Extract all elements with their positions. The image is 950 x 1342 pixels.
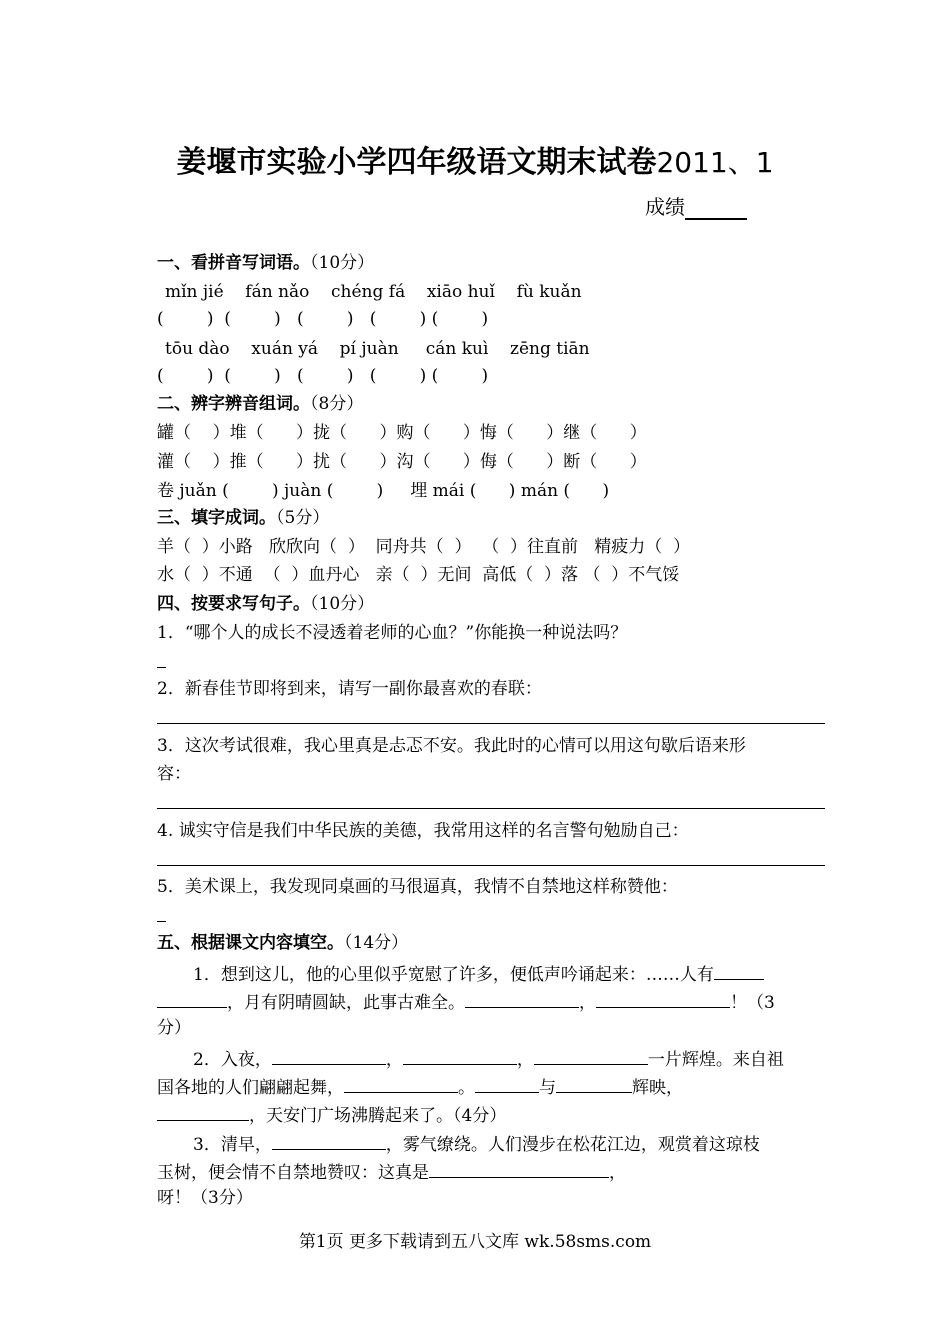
page-footer: 第1页 更多下载请到五八文库 wk.58sms.com <box>298 1232 652 1252</box>
title-text: 姜堰市实验小学四年级语文期末试卷 <box>176 145 657 180</box>
question-4-5: 5．美术课上，我发现同桌画的马很逼真，我情不自禁地这样称赞他： <box>157 877 678 897</box>
q5-2-line-1: 2．入夜， ， ， 一片辉煌。来自祖 <box>193 1046 784 1071</box>
q5-3-line-3: 呀！（3分） <box>157 1188 253 1208</box>
section-2-heading: 二、辨字辨音组词。（8分） <box>157 394 364 414</box>
blank[interactable] <box>344 1074 458 1093</box>
blank[interactable] <box>465 989 579 1008</box>
blank[interactable] <box>272 1131 386 1150</box>
pinyin-row-2: tōu dào xuán yá pí juàn cán kuì zēng tiān <box>165 339 590 359</box>
answer-row-1[interactable]: ( ) ( ) ( ) ( ) ( ) <box>157 309 489 329</box>
answer-row-2[interactable]: ( ) ( ) ( ) ( ) ( ) <box>157 366 489 386</box>
blank[interactable] <box>596 989 730 1008</box>
blank[interactable] <box>157 1102 249 1121</box>
char-row-2[interactable]: 灌（ ）推（ ）扰（ ）沟（ ）侮（ ）断（ ） <box>157 452 647 472</box>
blank[interactable] <box>403 1046 517 1065</box>
q5-3-line-1: 3．清早， ，雾气缭绕。人们漫步在松花江边，观赏着这琼枝 <box>193 1131 760 1156</box>
question-4-2: 2．新春佳节即将到来，请写一副你最喜欢的春联： <box>157 679 542 699</box>
blank[interactable] <box>714 961 764 980</box>
pinyin-row-1: mǐn jié fán nǎo chéng fá xiāo huǐ fù kuǎn <box>165 282 582 302</box>
char-row-3[interactable]: 卷 juǎn ( ) juàn ( ) 埋 mái ( ) mán ( ) <box>157 481 610 501</box>
answer-line-4-4[interactable] <box>157 865 825 866</box>
blank[interactable] <box>534 1046 648 1065</box>
q5-1-line-1: 1．想到这儿，他的心里似乎宽慰了许多，便低声吟诵起来：……人有 <box>193 961 764 986</box>
answer-line-4-3[interactable] <box>157 808 825 809</box>
blank[interactable] <box>475 1074 539 1093</box>
q5-1-line-3: 分） <box>157 1018 191 1038</box>
char-row-1[interactable]: 罐（ ）堆（ ）拢（ ）购（ ）悔（ ）继（ ） <box>157 423 647 443</box>
q5-2-line-3: ，天安门广场沸腾起来了。（4分） <box>157 1102 506 1127</box>
page-title <box>0 143 950 183</box>
question-4-1: 1．“哪个人的成长不浸透着老师的心血？”你能换一种说法吗？ <box>157 623 628 643</box>
blank[interactable] <box>272 1046 386 1065</box>
question-4-3-line-2: 容： <box>157 764 191 784</box>
idiom-row-1[interactable]: 羊（ ）小路 欣欣向（ ） 同舟共（ ） （ ）往直前 精疲力（ ） <box>157 537 691 557</box>
score-blank[interactable] <box>685 198 747 220</box>
answer-line-4-2[interactable] <box>157 723 825 724</box>
title-date: 2011、1 <box>656 146 774 179</box>
score-line <box>645 194 747 220</box>
idiom-row-2[interactable]: 水（ ）不通 （ ）血丹心 亲（ ）无间 高低（ ）落 （ ）不气馁 <box>157 565 680 585</box>
q5-2-line-2: 国各地的人们翩翩起舞， 。 与 辉映， <box>157 1074 683 1099</box>
section-5-heading: 五、根据课文内容填空。（14分） <box>157 933 409 953</box>
question-4-4: 4. 诚实守信是我们中华民族的美德，我常用这样的名言警句勉励自己： <box>157 821 689 841</box>
question-4-3-line-1: 3．这次考试很难，我心里真是忐忑不安。我此时的心情可以用这句歇后语来形 <box>157 736 746 756</box>
answer-line-4-5[interactable] <box>157 921 166 922</box>
blank[interactable] <box>556 1074 632 1093</box>
section-1-heading: 一、看拼音写词语。（10分） <box>157 253 375 273</box>
blank[interactable] <box>157 989 227 1008</box>
blank[interactable] <box>429 1159 609 1178</box>
answer-line-4-1[interactable] <box>157 667 166 668</box>
score-label: 成绩 <box>645 195 685 219</box>
section-4-heading: 四、按要求写句子。（10分） <box>157 594 375 614</box>
section-3-heading: 三、填字成词。（5分） <box>157 508 330 528</box>
q5-3-line-2: 玉树，便会情不自禁地赞叹：这真是 ， <box>157 1159 626 1184</box>
q5-1-line-2: ，月有阴晴圆缺，此事古难全。 ， ！（3 <box>157 989 775 1014</box>
